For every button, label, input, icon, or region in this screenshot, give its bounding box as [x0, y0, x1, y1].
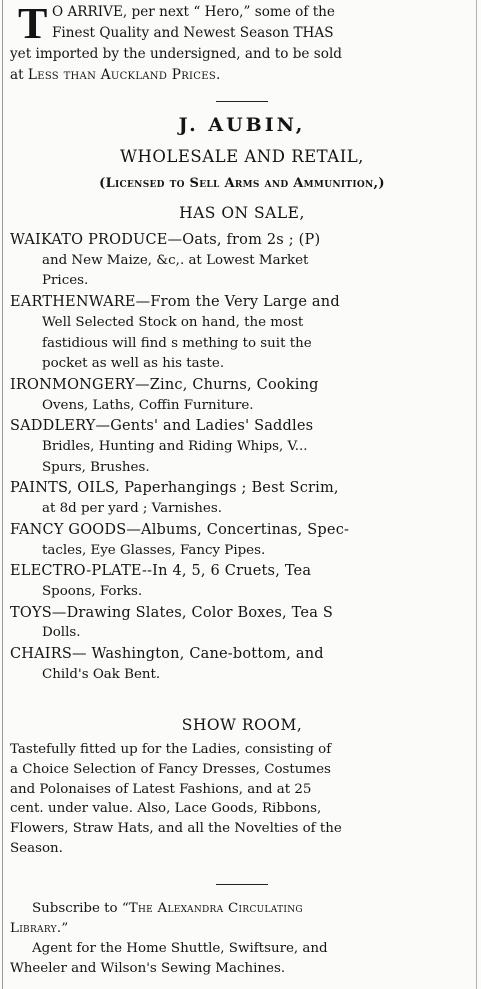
- intro-paragraph: [10, 2, 474, 94]
- item-line: Bridles, Hunting and Riding Whips, V...: [42, 439, 308, 455]
- item-line: Child's Oak Bent.: [42, 666, 161, 682]
- paragraph-line: Tastefully fitted up for the Ladies, consisting of: [10, 742, 332, 757]
- separator-rule: [216, 884, 268, 885]
- item-line: FANCY GOODS—Albums, Concertinas, Spec-: [10, 521, 350, 538]
- intro-line: O ARRIVE, per next “ Hero,” some of the: [52, 4, 335, 20]
- subscribe-prefix: Subscribe to “: [32, 901, 129, 916]
- business-type: WHOLESALE AND RETAIL,: [120, 147, 364, 166]
- intro-line-text: Finest Quality and Newest Season THAS: [52, 25, 334, 41]
- item-line: Prices.: [42, 273, 89, 289]
- item-line: tacles, Eye Glasses, Fancy Pipes.: [42, 542, 266, 558]
- library-name: The Alexandra Circulating: [128, 901, 303, 916]
- item-line: at 8d per yard ; Varnishes.: [42, 501, 222, 517]
- intro-line: [10, 65, 221, 86]
- show-room-paragraph: [10, 740, 474, 859]
- intro-line: [52, 23, 334, 44]
- list-item: [10, 644, 474, 685]
- paragraph-line: Season.: [10, 840, 63, 856]
- list-item: [10, 416, 474, 478]
- list-item: [10, 375, 474, 416]
- item-line: Spoons, Forks.: [42, 583, 143, 599]
- item-line: CHAIRS— Washington, Cane-bottom, and: [10, 646, 324, 663]
- item-line: IRONMONGERY—Zinc, Churns, Cooking: [10, 376, 319, 393]
- agent-line: Wheeler and Wilson's Sewing Machines.: [10, 961, 286, 976]
- list-item: [10, 292, 474, 375]
- advertisement-column: [10, 0, 474, 976]
- column-rule-left: [2, 0, 3, 989]
- has-on-sale-heading: HAS ON SALE,: [179, 204, 305, 222]
- intro-line: yet imported by the undersigned, and to be sold: [10, 46, 342, 62]
- list-item: [10, 478, 474, 519]
- agent-line: Agent for the Home Shuttle, Swiftsure, and: [32, 941, 328, 956]
- item-line: ELECTRO-PLATE--In 4, 5, 6 Cruets, Tea: [10, 563, 312, 580]
- library-line: Library.”: [10, 921, 69, 936]
- subscribe-line: [10, 899, 474, 919]
- show-room-heading: SHOW ROOM,: [181, 716, 303, 734]
- column-rule-right: [476, 0, 477, 989]
- item-line: TOYS—Drawing Slates, Color Boxes, Tea S: [10, 604, 333, 621]
- item-line: Dolls.: [42, 625, 81, 641]
- list-item: [10, 230, 474, 292]
- intro-line-prefix: at: [10, 67, 28, 83]
- item-line: pocket as well as his taste.: [42, 356, 225, 372]
- item-line: Ovens, Laths, Coffin Furniture.: [42, 397, 254, 413]
- item-line: Well Selected Stock on hand, the most: [42, 314, 304, 330]
- list-item: [10, 520, 474, 561]
- paragraph-line: and Polonaises of Latest Fashions, and at 25: [10, 781, 312, 797]
- paragraph-line: Flowers, Straw Hats, and all the Novelties of the: [10, 821, 342, 837]
- drop-cap: T: [18, 0, 48, 48]
- item-line: EARTHENWARE—From the Very Large and: [10, 294, 340, 311]
- list-item: [10, 603, 474, 644]
- footer-notices: [10, 899, 474, 979]
- item-line: WAIKATO PRODUCE—Oats, from 2s ; (P): [10, 232, 321, 248]
- item-line: PAINTS, OILS, Paperhangings ; Best Scrim,: [10, 480, 339, 497]
- license-note: (Licensed to Sell Arms and Ammunition,): [99, 176, 385, 191]
- item-line: Spurs, Brushes.: [42, 459, 150, 475]
- item-line: and New Maize, &c,. at Lowest Market: [42, 252, 309, 268]
- merchant-name: J. AUBIN,: [178, 114, 306, 136]
- item-line: SADDLERY—Gents' and Ladies' Saddles: [10, 418, 314, 435]
- list-item: [10, 561, 474, 602]
- paragraph-line: a Choice Selection of Fancy Dresses, Costumes: [10, 761, 331, 777]
- goods-list: [10, 230, 474, 685]
- separator-rule: [216, 101, 268, 102]
- item-line: fastidious will find s mething to suit the: [42, 335, 312, 351]
- intro-line-smallcaps: Less than Auckland Prices.: [27, 67, 221, 83]
- paragraph-line: cent. under value. Also, Lace Goods, Ribbons,: [10, 801, 322, 817]
